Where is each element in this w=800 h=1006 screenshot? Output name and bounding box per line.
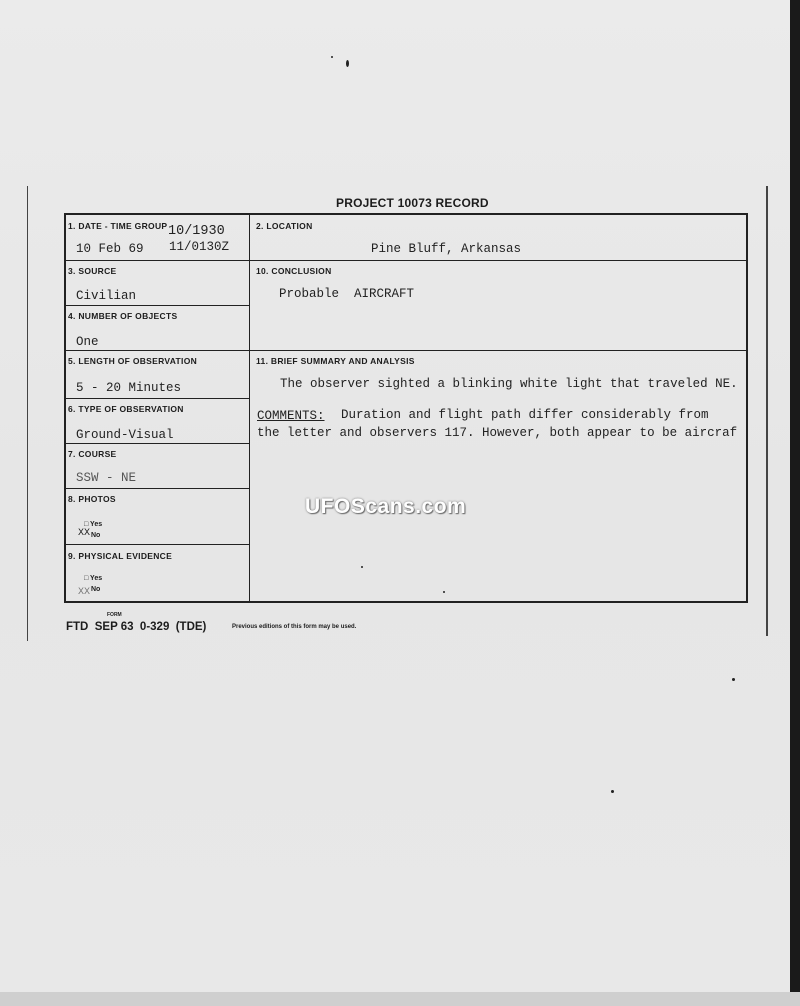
field-length-of-observation-label: 5. LENGTH OF OBSERVATION xyxy=(68,356,198,366)
footer-form-word: FORM xyxy=(107,612,122,618)
field-comments-label: COMMENTS: xyxy=(257,409,325,423)
row-divider xyxy=(64,398,250,399)
field-time-z-value: 11/0130Z xyxy=(169,240,230,254)
field-photos-label: 8. PHOTOS xyxy=(68,494,116,504)
scan-speck xyxy=(331,56,333,58)
evidence-no-label: No xyxy=(91,586,101,593)
photos-yes-label: Yes xyxy=(90,521,103,528)
footer-note: Previous editions of this form may be used. xyxy=(232,624,357,630)
watermark: UFOScans.com xyxy=(305,495,467,518)
field-source-value: Civilian xyxy=(76,289,137,303)
scan-speck xyxy=(346,60,349,67)
evidence-yes-label: Yes xyxy=(90,575,103,582)
field-location-label: 2. LOCATION xyxy=(256,221,313,231)
field-course-value: SSW - NE xyxy=(76,471,137,485)
field-number-of-objects-value: One xyxy=(76,335,99,349)
field-date-value: 10 Feb 69 xyxy=(76,242,144,256)
scan-speck xyxy=(361,566,363,568)
photos-no-label: No xyxy=(91,532,101,539)
scan-margin-line-left xyxy=(27,186,28,641)
evidence-yes-checkbox: □ Yes xyxy=(84,575,103,582)
field-time-local-value: 10/1930 xyxy=(168,224,225,239)
field-comments-line-2: the letter and observers 117. However, both appear to be aircraf xyxy=(257,426,738,440)
scan-margin-line-right xyxy=(766,186,768,636)
scan-edge-right xyxy=(790,0,800,1006)
row-divider xyxy=(64,260,748,261)
row-divider xyxy=(64,350,748,351)
field-length-of-observation-value: 5 - 20 Minutes xyxy=(76,381,182,395)
row-divider xyxy=(64,544,250,545)
scan-speck xyxy=(732,678,735,681)
scan-speck xyxy=(611,790,614,793)
row-divider xyxy=(64,443,250,444)
field-conclusion-label: 10. CONCLUSION xyxy=(256,266,332,276)
scan-speck xyxy=(443,591,445,593)
field-summary-value: The observer sighted a blinking white light that traveled NE. xyxy=(280,377,738,391)
field-date-time-label: 1. DATE - TIME GROUP xyxy=(68,221,168,231)
field-number-of-objects-label: 4. NUMBER OF OBJECTS xyxy=(68,311,178,321)
footer-form-code: FTD SEP 63 0-329 (TDE) xyxy=(66,621,207,633)
field-type-of-observation-label: 6. TYPE OF OBSERVATION xyxy=(68,404,184,414)
field-comments-line-1: Duration and flight path differ considerably from xyxy=(341,408,709,422)
field-source-label: 3. SOURCE xyxy=(68,266,117,276)
field-physical-evidence-label: 9. PHYSICAL EVIDENCE xyxy=(68,551,173,561)
row-divider xyxy=(64,488,250,489)
field-location-value: Pine Bluff, Arkansas xyxy=(371,242,522,256)
evidence-no-mark: XX xyxy=(78,587,91,598)
form-title: PROJECT 10073 RECORD xyxy=(336,196,489,210)
photos-yes-checkbox: □ Yes xyxy=(84,521,103,528)
field-type-of-observation-value: Ground-Visual xyxy=(76,428,174,442)
field-course-label: 7. COURSE xyxy=(68,449,117,459)
photos-no-mark: XX xyxy=(78,528,91,539)
field-summary-label: 11. BRIEF SUMMARY AND ANALYSIS xyxy=(256,356,415,366)
field-conclusion-value: Probable AIRCRAFT xyxy=(279,287,415,301)
scan-edge-bottom xyxy=(0,992,800,1006)
row-divider xyxy=(64,305,250,306)
